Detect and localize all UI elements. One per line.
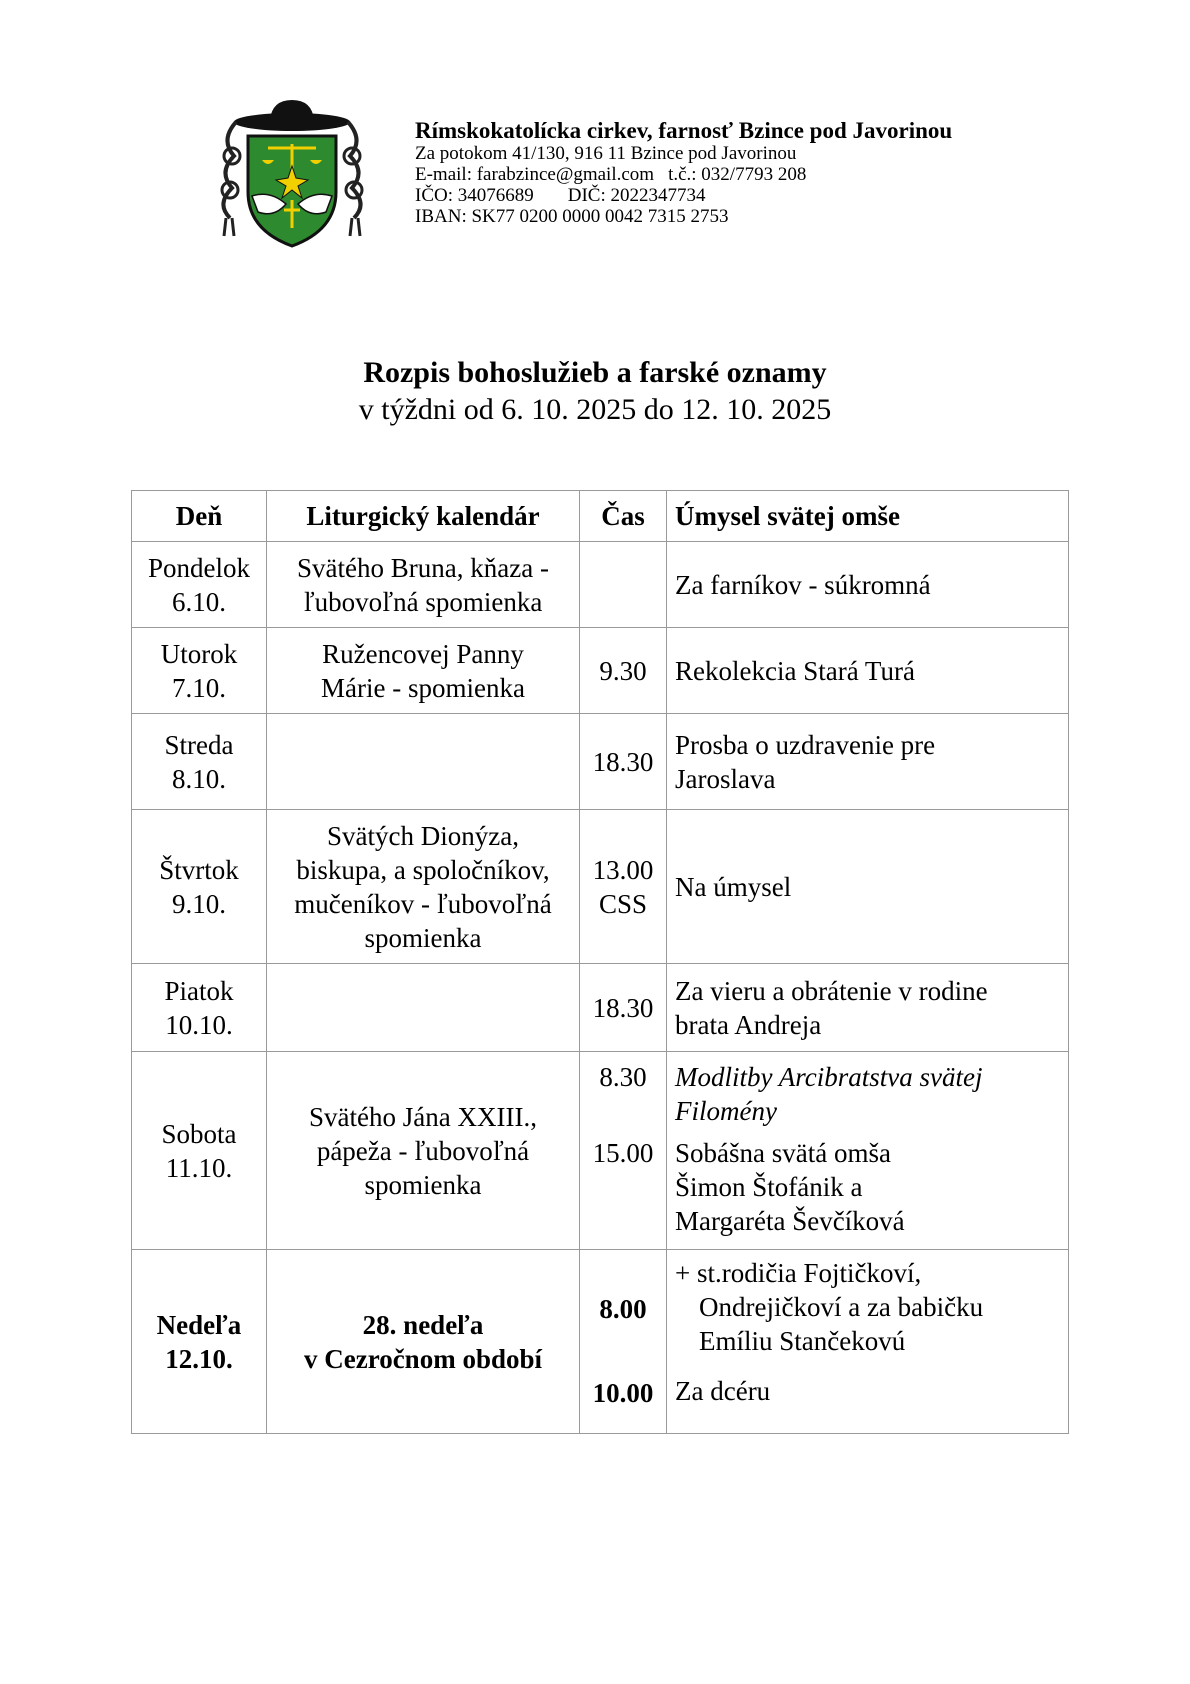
table-row bbox=[132, 810, 1069, 964]
parish-email: E-mail: farabzince@gmail.com bbox=[415, 164, 655, 185]
contact-row bbox=[415, 164, 952, 185]
table-row bbox=[132, 1250, 1069, 1434]
time-cell: 18.30 bbox=[580, 714, 667, 810]
intention-cell: Za vieru a obrátenie v rodine brata Andreja bbox=[667, 964, 1069, 1052]
liturgical-cell: Svätých Dionýza, biskupa, a spoločníkov, mučeníkov - ľubovoľná spomienka bbox=[267, 810, 580, 964]
liturgical-cell: Svätého Jána XXIII., pápeža - ľubovoľná spomienka bbox=[267, 1052, 580, 1250]
parish-iban: IBAN: SK77 0200 0000 0042 7315 2753 bbox=[415, 206, 729, 227]
time-cell: 9.30 bbox=[580, 628, 667, 714]
parish-name: Rímskokatolícka cirkev, farnosť Bzince pod Javorinou bbox=[415, 118, 953, 143]
page-title: Rozpis bohoslužieb a farské oznamy bbox=[363, 356, 827, 389]
intention-cell: + st.rodičia Fojtičkoví, Ondrejičkoví a za babičku Emíliu Stančekovú Za dcéru bbox=[667, 1250, 1069, 1434]
day-cell: Piatok 10.10. bbox=[132, 964, 267, 1052]
day-cell: Utorok 7.10. bbox=[132, 628, 267, 714]
table-row bbox=[132, 964, 1069, 1052]
header-day: Deň bbox=[132, 491, 267, 542]
time-cell: 13.00 CSS bbox=[580, 810, 667, 964]
title-block bbox=[0, 354, 1190, 428]
liturgical-cell: Ružencovej Panny Márie - spomienka bbox=[267, 628, 580, 714]
day-cell: Nedeľa 12.10. bbox=[132, 1250, 267, 1434]
table-header-row bbox=[132, 491, 1069, 542]
intention-cell: Rekolekcia Stará Turá bbox=[667, 628, 1069, 714]
parish-header bbox=[415, 118, 952, 227]
day-cell: Streda 8.10. bbox=[132, 714, 267, 810]
header-intention: Úmysel svätej omše bbox=[667, 491, 1069, 542]
liturgical-cell bbox=[267, 714, 580, 810]
table-row bbox=[132, 542, 1069, 628]
time-cell bbox=[580, 542, 667, 628]
time-cell: 18.30 bbox=[580, 964, 667, 1052]
table-row bbox=[132, 714, 1069, 810]
parish-crest-logo bbox=[212, 100, 372, 250]
header-time: Čas bbox=[580, 491, 667, 542]
parish-ico: IČO: 34076689 bbox=[415, 185, 534, 206]
intention-cell: Modlitby Arcibratstva svätej Filomény Sobášna svätá omša Šimon Štofánik a Margaréta Ševčíková bbox=[667, 1052, 1069, 1250]
intention-cell: Za farníkov - súkromná bbox=[667, 542, 1069, 628]
day-cell: Pondelok 6.10. bbox=[132, 542, 267, 628]
time-cell: 8.30 15.00 bbox=[580, 1052, 667, 1250]
intention-cell: Na úmysel bbox=[667, 810, 1069, 964]
table-row bbox=[132, 1052, 1069, 1250]
day-cell: Štvrtok 9.10. bbox=[132, 810, 267, 964]
liturgical-cell: 28. nedeľa v Cezročnom období bbox=[267, 1250, 580, 1434]
table-row bbox=[132, 628, 1069, 714]
liturgical-cell bbox=[267, 964, 580, 1052]
day-cell: Sobota 11.10. bbox=[132, 1052, 267, 1250]
parish-address: Za potokom 41/130, 916 11 Bzince pod Javorinou bbox=[415, 143, 797, 164]
time-cell: 8.00 10.00 bbox=[580, 1250, 667, 1434]
liturgical-cell: Svätého Bruna, kňaza - ľubovoľná spomienka bbox=[267, 542, 580, 628]
header-liturgical: Liturgický kalendár bbox=[267, 491, 580, 542]
page-subtitle: v týždni od 6. 10. 2025 do 12. 10. 2025 bbox=[358, 393, 832, 426]
ids-row bbox=[415, 185, 952, 206]
parish-phone: t.č.: 032/7793 208 bbox=[668, 164, 807, 185]
mass-schedule-table bbox=[131, 490, 1069, 1434]
parish-dic: DIČ: 2022347734 bbox=[567, 185, 706, 206]
intention-cell: Prosba o uzdravenie pre Jaroslava bbox=[667, 714, 1069, 810]
